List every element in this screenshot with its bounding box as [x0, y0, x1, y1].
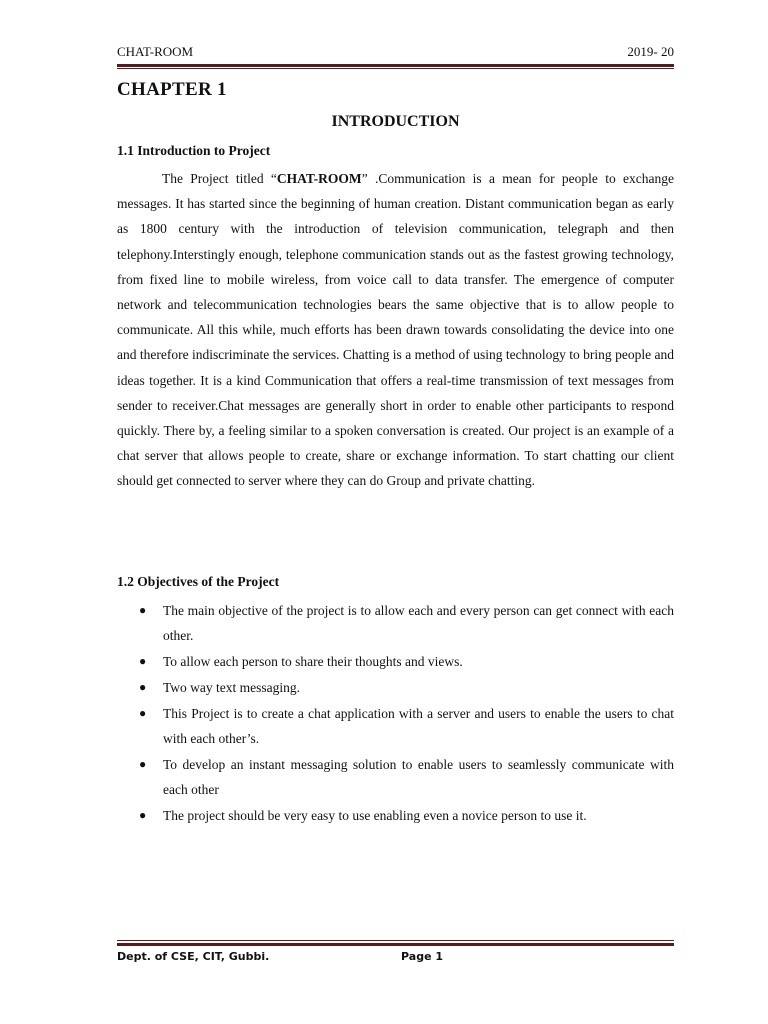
page-footer — [117, 950, 674, 966]
list-item: ● Two way text messaging. — [117, 675, 674, 700]
footer-rule-thin — [117, 940, 674, 941]
intro-paragraph — [117, 166, 674, 494]
header-title: CHAT-ROOM — [117, 44, 194, 59]
chapter-title: CHAPTER 1 — [117, 79, 227, 100]
bullet-icon: ● — [139, 808, 147, 822]
list-item: ● The project should be very easy to use enabling even a novice person to use it. — [117, 803, 674, 828]
footer-rule-thick — [117, 943, 674, 946]
introduction-heading: INTRODUCTION — [331, 113, 460, 130]
para-body: ” .Communication is a mean for people to exchange messages. It has started since the beginning of human creation. Distant communication began as early as 1800 century with the introduction of television communication, telegraph and then telephony.Interstingly enough, telephone communication stands out as the fastest growing technology, from fixed line to mobile wireless, from voice call to data transfer. The emergence of computer network and telecommunication technologies bears the same objective that is to allow people to communicate. All this while, much efforts has been drawn towards consolidating the device into one and therefore indiscriminate the services. Chatting is a method of using technology to bring people and ideas together. It is a kind Communication that offers a real-time transmission of text messages from sender to receiver.Chat messages are generally short in order to enable other participants to respond quickly. There by, a feeling similar to a spoken conversation is created. Our project is an example of a chat server that allows people to create, share or exchange information. To start chatting our client should get connected to server where they can do Group and private chatting. — [117, 171, 674, 489]
bullet-icon: ● — [139, 757, 147, 771]
list-item: ● This Project is to create a chat application with a server and users to enable the users to chat with each other’s. — [117, 701, 674, 751]
para-prefix: The Project titled “ — [162, 171, 277, 186]
footer-page-number: Page 1 — [401, 950, 444, 963]
bullet-icon: ● — [139, 706, 147, 720]
list-item: ● The main objective of the project is to allow each and every person can get connect with each other. — [117, 598, 674, 648]
bullet-icon: ● — [139, 603, 147, 617]
footer-dept: Dept. of CSE, CIT, Gubbi. — [117, 950, 270, 963]
header-year: 2019- 20 — [627, 44, 674, 59]
bullet-icon: ● — [139, 654, 147, 668]
project-name: CHAT-ROOM — [276, 171, 362, 186]
bullet-icon: ● — [139, 680, 147, 694]
section-heading-intro: 1.1 Introduction to Project — [117, 143, 271, 158]
header-rule-thin — [117, 68, 674, 69]
header-rule-thick — [117, 64, 674, 67]
list-item: ● To allow each person to share their thoughts and views. — [117, 649, 674, 674]
objectives-list — [117, 598, 674, 829]
page-header — [117, 44, 674, 62]
list-item: ● To develop an instant messaging solution to enable users to seamlessly communicate with each other — [117, 752, 674, 802]
section-heading-objectives: 1.2 Objectives of the Project — [117, 574, 280, 589]
